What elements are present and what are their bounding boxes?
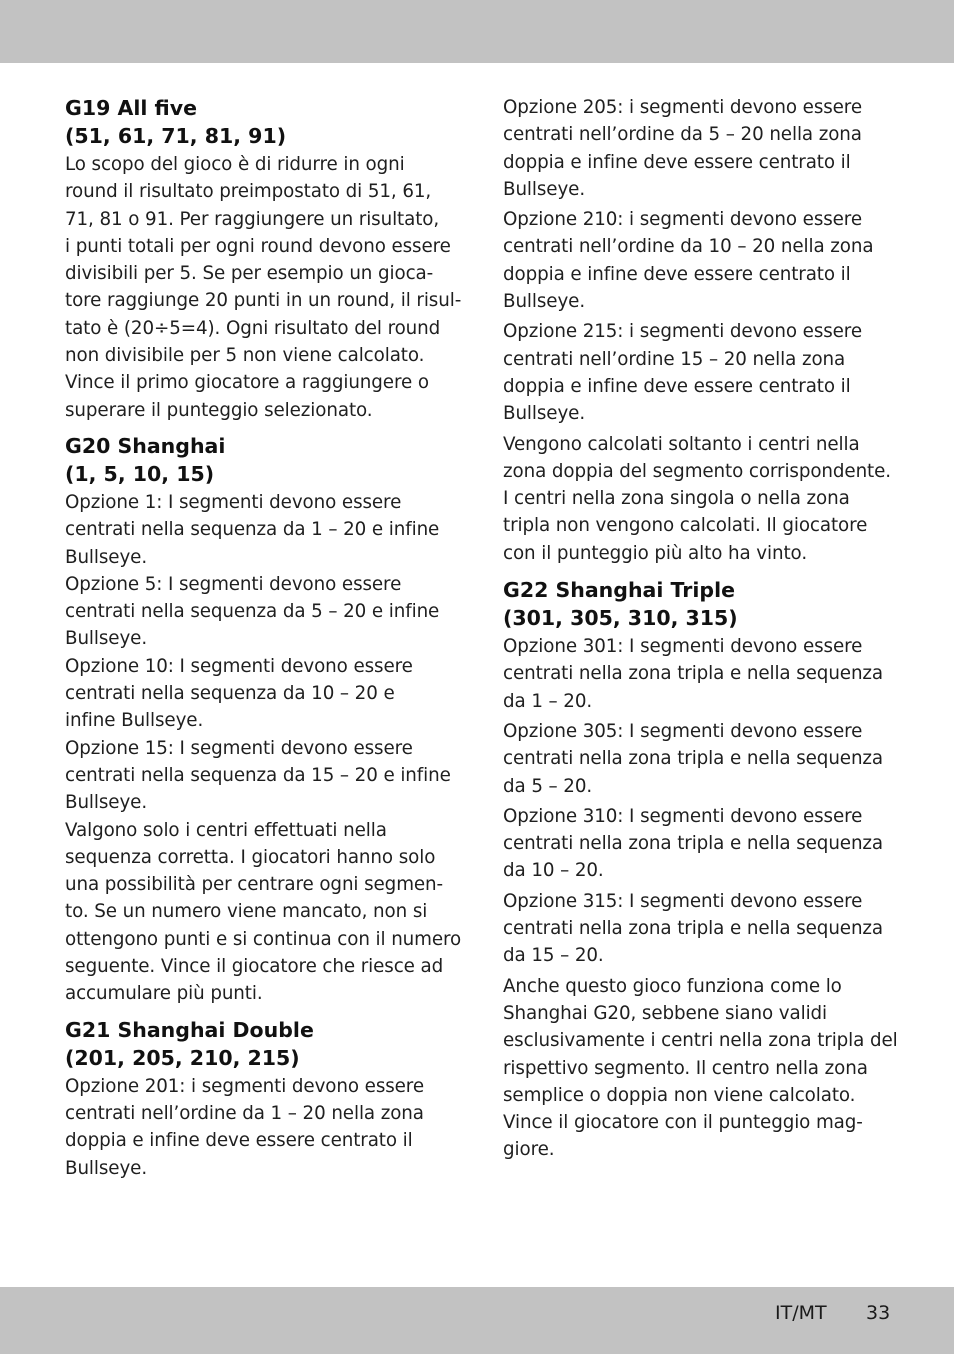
text-line: centrati nella zona tripla e nella sequenza [503, 748, 884, 770]
text-line: Opzione 301: I segmenti devono essere [503, 636, 863, 658]
text-line: centrati nella zona tripla e nella sequenza [503, 833, 884, 855]
right-column [503, 94, 898, 1167]
text-line: centrati nella sequenza da 1 – 20 e infine [65, 519, 440, 541]
text-line: Anche questo gioco funziona come lo [503, 975, 842, 997]
g21-scoring-note [503, 431, 895, 567]
text-line: da 10 – 20. [503, 860, 604, 882]
text-line: centrati nella sequenza da 10 – 20 e [65, 683, 395, 705]
left-column [65, 94, 462, 1182]
text-line: Bullseye. [503, 178, 586, 200]
footer-language: IT/MT [775, 1302, 827, 1324]
text-line: round il risultato preimpostato di 51, 61, [65, 181, 432, 203]
text-line: Opzione 10: I segmenti devono essere [65, 655, 413, 677]
text-line: Vince il giocatore con il punteggio mag- [503, 1112, 863, 1134]
header-band [0, 0, 954, 63]
text-line: (51, 61, 71, 81, 91) [65, 124, 287, 148]
text-line: esclusivamente i centri nella zona tripla del [503, 1030, 898, 1052]
g21-heading [65, 1016, 457, 1072]
text-line: rispettivo segmento. Il centro nella zona [503, 1057, 868, 1079]
text-line: doppia e infine deve essere centrato il [503, 263, 851, 285]
text-line: centrati nella zona tripla e nella sequenza [503, 918, 884, 940]
text-line: una possibilità per centrare ogni segmen- [65, 874, 444, 896]
text-line: Opzione 1: I segmenti devono essere [65, 491, 402, 513]
g22-option-315 [503, 888, 895, 970]
text-line: Bullseye. [503, 291, 586, 313]
text-line: Bullseye. [65, 1157, 148, 1179]
text-line: semplice o doppia non viene calcolato. [503, 1084, 856, 1106]
text-line: Opzione 205: i segmenti devono essere [503, 97, 862, 118]
text-line: i punti totali per ogni round devono essere [65, 235, 451, 257]
g22-heading [503, 576, 895, 632]
g22-option-310 [503, 803, 895, 885]
text-line: G19 All five [65, 96, 198, 120]
text-line: Bullseye. [503, 403, 586, 425]
text-line: tato è (20÷5=4). Ogni risultato del round [65, 317, 441, 339]
text-line: con il punteggio più alto ha vinto. [503, 542, 808, 564]
text-line: tore raggiunge 20 punti in un round, il risul- [65, 290, 462, 312]
page-number: 33 [866, 1302, 891, 1324]
text-line: centrati nell’ordine da 1 – 20 nella zona [65, 1102, 424, 1124]
text-line: (201, 205, 210, 215) [65, 1045, 300, 1070]
text-line: divisibili per 5. Se per esempio un gioca- [65, 263, 434, 285]
text-line: doppia e infine deve essere centrato il [65, 1130, 413, 1152]
text-line: ottengono punti e si continua con il numero [65, 928, 462, 950]
text-line: (1, 5, 10, 15) [65, 461, 215, 486]
g19-body [65, 151, 462, 424]
text-line: Opzione 210: i segmenti devono essere [503, 209, 862, 231]
g22-option-305 [503, 718, 895, 800]
text-line: seguente. Vince il giocatore che riesce ad [65, 956, 444, 978]
text-line: centrati nella sequenza da 5 – 20 e infine [65, 601, 440, 623]
text-line: superare il punteggio selezionato. [65, 399, 373, 421]
text-line: Opzione 15: I segmenti devono essere [65, 737, 413, 759]
g20-body [65, 489, 462, 1008]
text-line: Opzione 5: I segmenti devono essere [65, 573, 402, 595]
text-line: centrati nella zona tripla e nella sequenza [503, 663, 884, 685]
text-line: Opzione 305: I segmenti devono essere [503, 720, 863, 742]
text-line: centrati nell’ordine da 10 – 20 nella zona [503, 236, 874, 258]
text-line: centrati nell’ordine 15 – 20 nella zona [503, 348, 846, 370]
text-line: I centri nella zona singola o nella zona [503, 488, 850, 510]
text-line: da 5 – 20. [503, 775, 593, 797]
text-line: 71, 81 o 91. Per raggiungere un risultato, [65, 208, 440, 230]
g20-heading [65, 432, 457, 488]
text-line: G21 Shanghai Double [65, 1017, 314, 1042]
g21-option-215 [503, 318, 895, 427]
text-line: Vince il primo giocatore a raggiungere o [65, 372, 429, 394]
g21-body-option-201 [65, 1073, 457, 1182]
text-line: doppia e infine deve essere centrato il [503, 375, 851, 397]
g22-option-301 [503, 633, 895, 715]
text-line: sequenza corretta. I giocatori hanno solo [65, 846, 436, 868]
text-line: infine Bullseye. [65, 710, 204, 732]
text-line: Vengono calcolati soltanto i centri nella [503, 433, 860, 455]
text-line: Opzione 201: i segmenti devono essere [65, 1075, 424, 1097]
text-line: centrati nella sequenza da 15 – 20 e infine [65, 764, 451, 786]
text-line: non divisibile per 5 non viene calcolato. [65, 345, 425, 367]
text-line: (301, 305, 310, 315) [503, 606, 738, 631]
text-line: centrati nell’ordine da 5 – 20 nella zona [503, 124, 862, 146]
text-line: G22 Shanghai Triple [503, 578, 736, 603]
g22-scoring-note [503, 973, 898, 1164]
text-line: tripla non vengono calcolati. Il giocatore [503, 515, 868, 537]
text-line: doppia e infine deve essere centrato il [503, 151, 851, 173]
text-line: da 15 – 20. [503, 945, 604, 967]
text-line: Bullseye. [65, 792, 148, 814]
text-line: Bullseye. [65, 546, 148, 568]
text-line: Lo scopo del gioco è di ridurre in ogni [65, 154, 405, 175]
text-line: Bullseye. [65, 628, 148, 650]
text-line: to. Se un numero viene mancato, non si [65, 901, 428, 923]
text-line: Opzione 315: I segmenti devono essere [503, 890, 863, 912]
g21-option-210 [503, 206, 895, 315]
g19-heading [65, 94, 457, 150]
text-line: zona doppia del segmento corrispondente. [503, 460, 891, 482]
text-line: Opzione 310: I segmenti devono essere [503, 805, 863, 827]
g21-option-205 [503, 94, 895, 203]
text-line: accumulare più punti. [65, 983, 263, 1005]
text-line: G20 Shanghai [65, 433, 226, 458]
text-line: da 1 – 20. [503, 690, 593, 712]
text-line: Valgono solo i centri effettuati nella [65, 819, 387, 841]
text-line: giore. [503, 1139, 555, 1161]
text-line: Opzione 215: i segmenti devono essere [503, 321, 862, 343]
text-line: Shanghai G20, sebbene siano validi [503, 1002, 828, 1024]
